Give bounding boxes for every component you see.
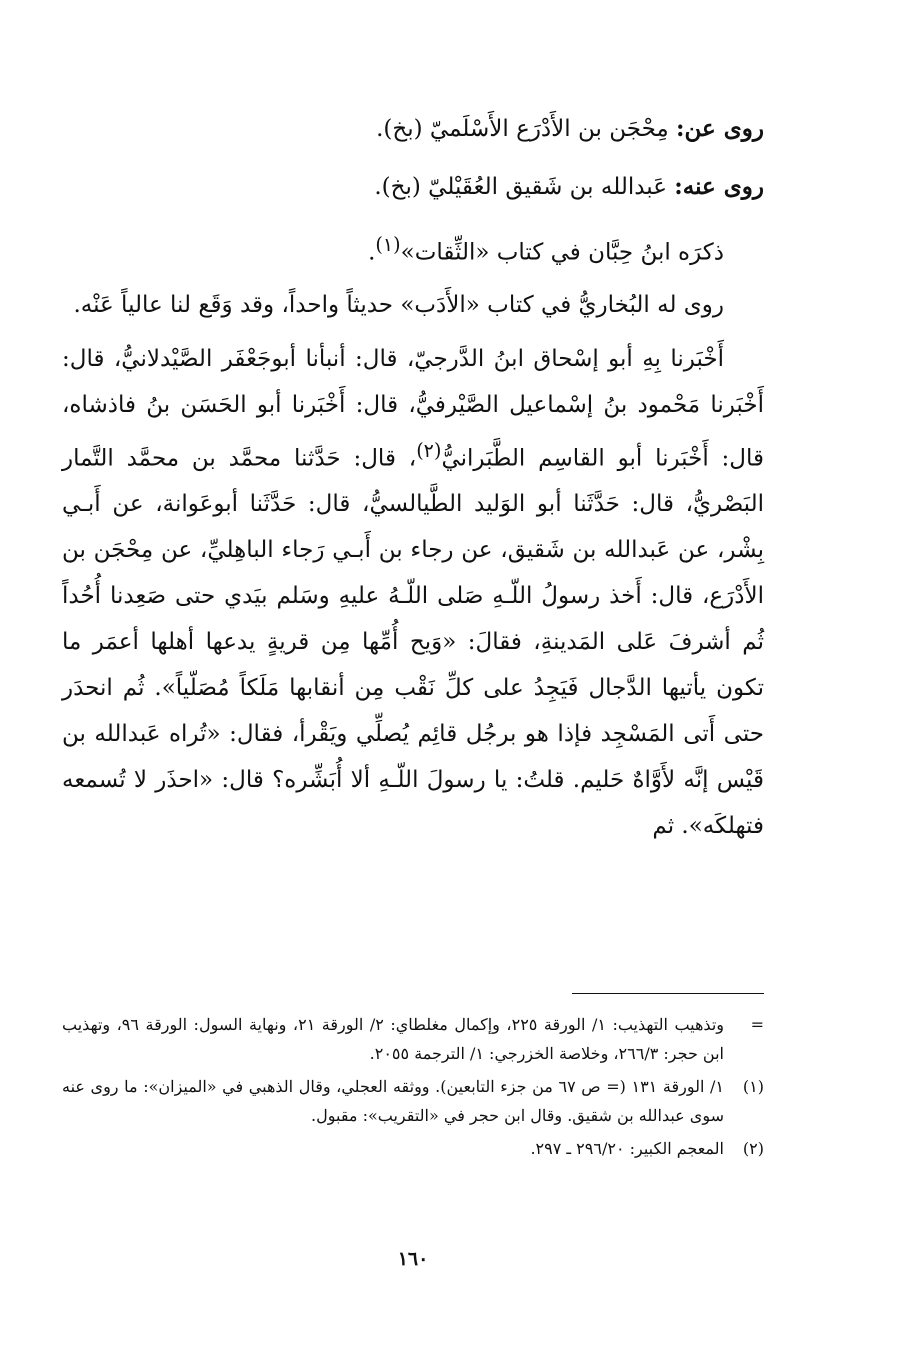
footnote-continuation-text: وتذهيب التهذيب: ١/ الورقة ٢٢٥، وإكمال مغلطاي: ٢/ الورقة ٢١، ونهاية السول: الورقة ٩٦، وتهذيب ابن حجر: ٢٦٦/٣، وخلاصة الخزرجي: ١/ الترجمة ٢٠٥٥. — [62, 1015, 724, 1063]
footnote-1-text: ١/ الورقة ١٣١ (= ص ٦٧ من جزء التابعين). ووثقه العجلي، وقال الذهبي في «الميزان»: ما روى عنه سوى عبدالله بن شقيق. وقال ابن حجر في «التقريب»: مقبول. — [62, 1077, 724, 1125]
footnote-ref-1: (١) — [375, 233, 401, 256]
footnote-continuation — [62, 1010, 764, 1068]
narrated-by-line — [62, 158, 764, 216]
narrated-from-line — [62, 100, 764, 158]
footnote-continuation-marker: = — [750, 1015, 764, 1034]
footnotes — [62, 1010, 764, 1163]
mentioned-line — [62, 216, 764, 282]
footnote-separator — [572, 993, 764, 994]
page-number: ١٦٠ — [397, 1248, 429, 1270]
footnote-1-marker: (١) — [742, 1077, 764, 1096]
footnote-1 — [62, 1072, 764, 1130]
footnote-2 — [62, 1134, 764, 1163]
footnote-ref-2: (٢) — [416, 438, 442, 462]
footnote-2-text: المعجم الكبير: ٢٩٦/٢٠ ـ ٢٩٧. — [530, 1139, 724, 1158]
mentioned-text: ذكرَه ابنُ حِبَّان في كتاب «الثِّقات» — [400, 239, 724, 266]
footnote-2-marker: (٢) — [742, 1139, 764, 1158]
narrated-from-label: روى عن: — [676, 115, 764, 142]
book-page — [62, 100, 764, 1300]
narrated-by-text: عَبدالله بن شَقيق العُقَيْليّ (بخ). — [374, 174, 667, 200]
narrated-by-label: روى عنه: — [674, 173, 764, 200]
hadith-chain-start: أَخْبَرنا بِهِ أبو إسْحاق ابنُ الدَّرجيّ، قال: أنبأنا أبوجَعْفَر الصَّيْدلانيُّ، قال: أَخْبَرنا مَحْمود بنُ إسْماعيل الصَّيْرفيُّ، قال: أَخْبَرنا أبو الحَسَن بنُ فاذشاه، قال: أَخْبَرنا أبو القاسِم الطَّبَرانيُّ — [62, 345, 764, 472]
mentioned-end: . — [368, 239, 376, 266]
narrator-info — [62, 100, 764, 282]
paragraph-hadith-chain — [62, 336, 764, 850]
narrated-from-text: مِحْجَن بن الأَدْرَع الأَسْلَميّ (بخ). — [376, 116, 669, 142]
paragraph-hadith-intro: روى له البُخاريُّ في كتاب «الأَدَب» حديثاً واحداً، وقد وَقَع لنا عالياً عَنْه. — [73, 291, 724, 318]
hadith-text: ، قال: حَدَّثنا محمَّد بن محمَّد التَّمار البَصْريُّ، قال: حَدَّثَنا أبو الوَليد الطَّيالسيُّ، قال: حَدَّثَنا أبوعَوانة، عن أَبـي بِشْر، عن عَبدالله بن شَقيق، عن رجاء بن أَبـي رَجاء الباهِليِّ، عن مِحْجَن بن الأَدْرَع، قال: أَخذ رسولُ اللّـهِ صَلى اللّـهُ عليهِ وسَلم بيَدي حتى صَعِدنا أُحُداً ثُم أشرفَ عَلى المَدينةِ، فقالَ: «وَيح أُمِّها مِن قريةٍ يدعها أهلها أعمَر ما تكون يأتيها الدَّجال فَيَجِدُ على كلِّ نَقْب مِن أنقابها مَلَكاً مُصَلّياً». ثُم انحدَر حتى أَتى المَسْجِد فإذا هو برجُل قائِم يُصلِّي ويَقْرأ، فقال: «تُراه عَبدالله بن قَيْس إنَّه لأَوَّاهٌ حَليم. قلتُ: يا رسولَ اللّـهِ ألا أُبَشِّره؟ قال: «احذَر لا تُسمعه فتهلكَه». ثم — [62, 445, 764, 840]
